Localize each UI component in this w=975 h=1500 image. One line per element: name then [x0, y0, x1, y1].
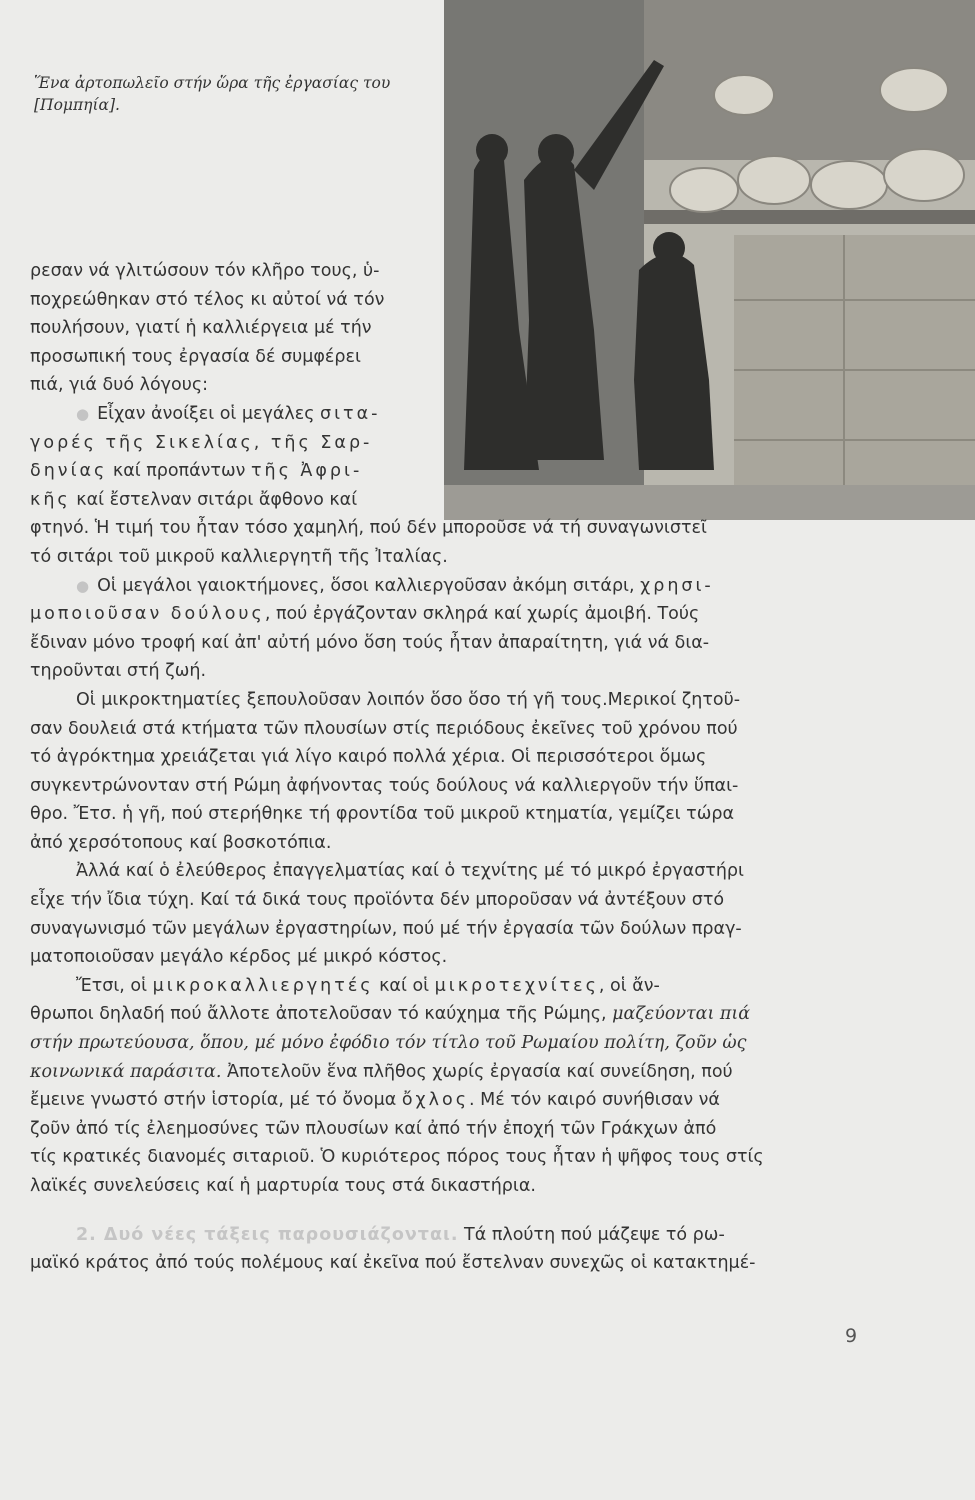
text-line: τό ἀγρόκτημα χρειάζεται γιά λίγο καιρό πολλά χέρια. Οἱ περισσότεροι ὅμως — [30, 747, 707, 768]
text-line — [30, 1058, 875, 1087]
text-line: ρεσαν νά γλιτώσουν τόν κλῆρο τους, ὑ- — [30, 261, 380, 281]
text-line: ἔδιναν μόνο τροφή καί ἀπ' αὐτή μόνο ὅση τούς ἦταν ἀπαραίτητη, γιά νά δια- — [30, 632, 710, 653]
text-line — [30, 600, 875, 629]
figure-caption — [34, 72, 454, 116]
text-span: καί προπάντων — [107, 461, 251, 482]
text-line: Ἀλλά καί ὁ ἐλεύθερος ἐπαγγελματίας καί ὁ τεχνίτης μέ τό μικρό ἐργαστήρι — [76, 861, 744, 882]
text-span: Ἔτσι, οἱ — [76, 975, 153, 996]
text-line — [30, 457, 875, 486]
bullet-point-2 — [30, 572, 875, 686]
text-line: πουλήσουν, γιατί ἡ καλλιέργεια μέ τήν — [30, 318, 372, 339]
text-line: ματοποιοῦσαν μεγάλο κέρδος μέ μικρό κόστος. — [30, 947, 448, 968]
paragraph-1 — [30, 257, 875, 400]
text-line: συναγωνισμό τῶν μεγάλων ἐργαστηρίων, πού μέ τήν ἐργασία τῶν δούλων πραγ- — [30, 918, 742, 939]
text-line: ζοῦν ἀπό τίς ἐλεημοσύνες τῶν πλουσίων καί ἀπό τήν ἐποχή τῶν Γράκχων ἀπό — [30, 1118, 717, 1139]
text-line: τό σιτάρι τοῦ μικροῦ καλλιεργητῆ τῆς Ἰταλίας. — [30, 546, 448, 567]
text-line: λαϊκές συνελεύσεις καί ἡ μαρτυρία τους στά δικαστήρια. — [30, 1176, 536, 1196]
italic-span: μαζεύονται πιά — [612, 1004, 751, 1025]
paragraph-4 — [30, 972, 875, 1201]
bullet-icon: ● — [76, 404, 90, 423]
text-span: καί οἱ — [373, 975, 435, 996]
body-text — [30, 257, 875, 1278]
text-line: φτηνό. Ἡ τιμή του ἦταν τόσο χαμηλή, πού δέν μποροῦσε νά τή συναγωνιστεῖ — [30, 518, 707, 539]
text-span: Τά πλούτη πού μάζεψε τό ρω- — [458, 1224, 725, 1245]
text-line — [30, 572, 875, 601]
page-number: 9 — [845, 1325, 858, 1347]
paragraph-3 — [30, 857, 875, 971]
emphasized-term: μικροτεχνίτες — [434, 975, 599, 996]
text-line — [30, 486, 875, 515]
bullet-point-1 — [30, 400, 875, 572]
text-line — [30, 1086, 875, 1115]
text-span: καί ἔστελναν σιτάρι ἄφθονο καί — [70, 489, 358, 510]
emphasized-term: σιτα- — [320, 403, 381, 424]
text-span: Ἀποτελοῦν ἕνα πλῆθος χωρίς ἐργασία καί συνείδηση, πού — [221, 1061, 733, 1082]
text-line: ποχρεώθηκαν στό τέλος κι αὐτοί νά τόν — [30, 289, 385, 310]
emphasized-term: τῆς Ἀφρι- — [250, 461, 363, 482]
emphasized-term: μοποιοῦσαν δούλους — [30, 604, 265, 625]
text-line — [30, 400, 875, 429]
text-span: . Μέ τόν καιρό συνήθισαν νά — [469, 1090, 720, 1111]
text-line: μαϊκό κράτος ἀπό τούς πολέμους καί ἐκεῖνα πού ἔστελναν συνεχῶς οἱ κατακτημέ- — [30, 1253, 756, 1274]
emphasized-term: κῆς — [30, 489, 71, 510]
text-line: εἶχε τήν ἴδια τύχη. Καί τά δικά τους προϊόντα δέν μποροῦσαν νά ἀντέξουν στό — [30, 890, 725, 911]
section-heading: 2. Δυό νέες τάξεις παρουσιάζονται. — [76, 1224, 459, 1245]
caption-line-1: Ἕνα ἀρτοπωλεῖο στήν ὥρα τῆς ἐργασίας του — [34, 74, 391, 92]
text-line: τηροῦνται στή ζωή. — [30, 661, 207, 682]
text-line: τίς κρατικές διανομές σιταριοῦ. Ὁ κυριότερος πόρος τους ἦταν ἡ ψῆφος τους στίς — [30, 1147, 764, 1168]
emphasized-term: ὄχλος — [401, 1090, 469, 1111]
emphasized-term: μικροκαλλιεργητές — [152, 975, 374, 996]
text-line: σαν δουλειά στά κτήματα τῶν πλουσίων στίς περιόδους ἐκεῖνες τοῦ χρόνου πού — [30, 718, 738, 739]
italic-span: κοινωνικά παράσιτα. — [30, 1061, 222, 1082]
section-gap — [30, 1201, 875, 1221]
text-span: , πού ἐργάζονταν σκληρά καί χωρίς ἀμοιβή. Τούς — [264, 604, 700, 625]
text-line: ἀπό χερσότοπους καί βοσκοτόπια. — [30, 832, 332, 853]
text-line — [30, 1000, 875, 1029]
emphasized-term: χρησι- — [640, 575, 714, 596]
text-span: , οἱ ἄν- — [598, 975, 660, 996]
text-span: Εἶχαν ἀνοίξει οἱ μεγάλες — [97, 403, 321, 424]
text-span: ἔμεινε γνωστό στήν ἱστορία, μέ τό ὄνομα — [30, 1090, 402, 1111]
text-line: πιά, γιά δυό λόγους: — [30, 375, 209, 396]
text-line: Οἱ μικροκτηματίες ξεπουλοῦσαν λοιπόν ὅσο ὅσο τή γῆ τους.Μερικοί ζητοῦ- — [76, 689, 741, 710]
emphasized-term: δηνίας — [30, 461, 108, 482]
text-line: προσωπική τους ἐργασία δέ συμφέρει — [30, 346, 361, 367]
text-line: θρο. Ἔτσ. ἡ γῆ, πού στερήθηκε τή φροντίδα τοῦ μικροῦ κτηματία, γεμίζει τώρα — [30, 804, 734, 825]
caption-line-2: [Πομπηία]. — [34, 96, 120, 114]
italic-line: στήν πρωτεύουσα, ὅπου, μέ μόνο ἐφόδιο τόν τίτλο τοῦ Ρωμαίου πολίτη, ζοῦν ὡς — [30, 1033, 747, 1054]
section-2 — [30, 1221, 875, 1278]
text-line — [30, 972, 875, 1001]
emphasized-line: γορές τῆς Σικελίας, τῆς Σαρ- — [30, 432, 373, 453]
text-span: θρωποι δηλαδή πού ἄλλοτε ἀποτελοῦσαν τό καύχημα τῆς Ρώμης, — [30, 1004, 613, 1025]
paragraph-2 — [30, 686, 875, 858]
text-span: Οἱ μεγάλοι γαιοκτήμονες, ὅσοι καλλιεργοῦσαν ἀκόμη σιτάρι, — [97, 575, 641, 596]
text-line: συγκεντρώνονταν στή Ρώμη ἀφήνοντας τούς δούλους νά καλλιεργοῦν τήν ὕπαι- — [30, 775, 739, 796]
bullet-icon: ● — [76, 576, 90, 595]
text-line — [30, 1221, 875, 1250]
